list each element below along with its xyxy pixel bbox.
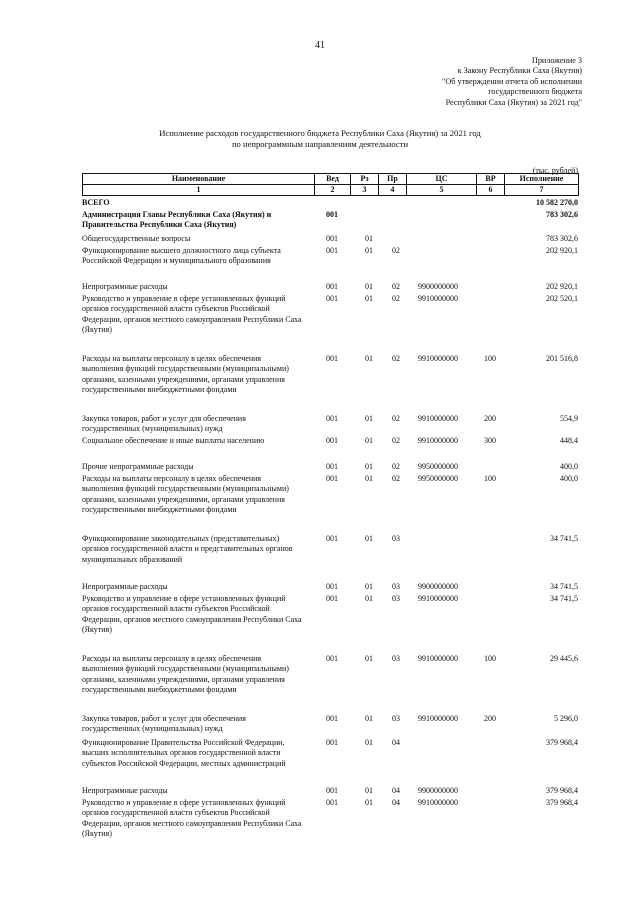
row-rz: 01 [365,246,373,255]
row-isp: 34 741,5 [550,594,578,603]
col-ved-header: Вед [315,174,351,185]
row-vr: 100 [484,654,496,663]
row-rz: 01 [365,462,373,471]
row-rz: 01 [365,594,373,603]
row-pr: 04 [392,738,400,747]
col-vr-header: ВР [477,174,505,185]
col-rz-header: Рз [351,174,379,185]
row-rz: 01 [365,414,373,423]
row-ved: 001 [326,786,338,795]
row-name: ВСЕГО [82,198,110,207]
row-ved: 001 [326,282,338,291]
row-pr: 03 [392,654,400,663]
row-isp: 202 920,1 [546,282,578,291]
row-cs: 9910000000 [418,414,458,423]
row-cs: 9910000000 [418,654,458,663]
row-name: Непрограммные расходы [82,582,168,591]
row-rz: 01 [365,234,373,243]
row-ved: 001 [326,594,338,603]
row-pr: 02 [392,474,400,483]
row-isp: 34 741,5 [550,582,578,591]
row-pr: 02 [392,282,400,291]
row-name: Руководство и управление в сфере установленных функций органов государственной власти субъектов Российской Федерации, органов местного самоуправления Республики Саха (Якутия) [82,294,302,335]
row-isp: 379 968,4 [546,738,578,747]
row-cs: 9900000000 [418,282,458,291]
row-cs: 9910000000 [418,594,458,603]
row-pr: 03 [392,534,400,543]
row-isp: 783 302,6 [546,234,578,243]
row-ved: 001 [326,474,338,483]
col-number: 2 [315,185,351,196]
row-isp: 400,0 [560,462,578,471]
row-rz: 01 [365,534,373,543]
row-cs: 9910000000 [418,436,458,445]
row-cs: 9910000000 [418,354,458,363]
row-cs: 9950000000 [418,462,458,471]
appendix-line: Республики Саха (Якутия) за 2021 год" [445,97,582,107]
col-pr-header: Пр [379,174,407,185]
row-isp: 201 516,8 [546,354,578,363]
row-pr: 02 [392,414,400,423]
row-name: Закупка товаров, работ и услуг для обеспечения государственных (муниципальных) нужд [82,714,246,734]
row-cs: 9950000000 [418,474,458,483]
row-isp: 400,0 [560,474,578,483]
row-pr: 03 [392,594,400,603]
row-cs: 9910000000 [418,798,458,807]
row-rz: 01 [365,582,373,591]
row-rz: 01 [365,786,373,795]
row-isp: 10 582 270,0 [536,198,578,207]
appendix-line: "Об утверждении отчета об исполнении [442,76,582,86]
appendix-line: государственного бюджета [488,87,582,97]
col-number: 1 [83,185,315,196]
row-vr: 200 [484,714,496,723]
header-row [83,174,579,185]
row-pr: 02 [392,294,400,303]
row-isp: 202 920,1 [546,246,578,255]
row-name: Прочие непрограммные расходы [82,462,194,471]
title-line: по непрограммным направлениям деятельности [231,139,409,149]
units-label: (тыс. рублей) [532,166,578,175]
row-pr: 02 [392,462,400,471]
col-number: 3 [351,185,379,196]
row-name: Функционирование Правительства Российской Федерации, высших исполнительных органов государственной власти субъектов Российской Федерации, местных администраций [82,738,286,768]
title-line: Исполнение расходов государственного бюджета Республики Саха (Якутия) за 2021 год [159,128,481,138]
row-cs: 9900000000 [418,786,458,795]
row-ved: 001 [326,462,338,471]
row-isp: 554,9 [560,414,578,423]
row-ved: 001 [326,738,338,747]
row-vr: 300 [484,436,496,445]
row-isp: 379 968,4 [546,798,578,807]
table-header [82,173,579,196]
row-cs: 9910000000 [418,294,458,303]
row-isp: 34 741,5 [550,534,578,543]
row-ved: 001 [326,798,338,807]
document-title [60,128,580,150]
row-rz: 01 [365,294,373,303]
row-rz: 01 [365,714,373,723]
col-number: 4 [379,185,407,196]
row-cs: 9900000000 [418,582,458,591]
row-pr: 04 [392,798,400,807]
appendix-line: к Закону Республики Саха (Якутия) [457,66,582,76]
row-ved: 001 [326,654,338,663]
row-name: Общегосударственные вопросы [82,234,191,243]
row-ved: 001 [326,714,338,723]
col-isp-header: Исполнение [505,174,579,185]
row-ved: 001 [326,234,338,243]
row-vr: 100 [484,354,496,363]
page-number: 41 [315,40,325,51]
row-cs: 9910000000 [418,714,458,723]
row-ved: 001 [326,294,338,303]
row-name: Функционирование законодательных (представительных) органов государственной власти и представительных органов муниципальных образований [82,534,293,564]
row-isp: 202 520,1 [546,294,578,303]
row-name: Непрограммные расходы [82,786,168,795]
row-pr: 02 [392,354,400,363]
row-rz: 01 [365,474,373,483]
header-number-row [83,185,579,196]
col-number: 6 [477,185,505,196]
row-pr: 02 [392,246,400,255]
row-name: Руководство и управление в сфере установленных функций органов государственной власти субъектов Российской Федерации, органов местного самоуправления Республики Саха (Якутия) [82,798,302,839]
row-isp: 5 296,0 [554,714,578,723]
row-isp: 783 302,6 [546,210,578,219]
col-number: 5 [407,185,477,196]
appendix-line: Приложение 3 [531,56,582,65]
row-ved: 001 [326,246,338,255]
row-isp: 379 968,4 [546,786,578,795]
row-ved: 001 [326,354,338,363]
row-ved: 001 [326,414,338,423]
row-name: Расходы на выплаты персоналу в целях обеспечения выполнения функций государственными (муниципальными) органами, казенными учреждениями, органами управления государственными внебюджетными фондами [82,474,289,515]
row-name: Социальное обеспечение и иные выплаты населению [82,436,265,445]
row-rz: 01 [365,654,373,663]
row-ved: 001 [326,210,338,219]
row-name: Администрация Главы Республики Саха (Якутия) и Правительства Республики Саха (Якутия) [82,210,272,230]
row-ved: 001 [326,534,338,543]
row-name: Руководство и управление в сфере установленных функций органов государственной власти субъектов Российской Федерации, органов местного самоуправления Республики Саха (Якутия) [82,594,302,635]
row-pr: 03 [392,582,400,591]
appendix-note [442,56,582,108]
row-name: Непрограммные расходы [82,282,168,291]
row-name: Расходы на выплаты персоналу в целях обеспечения выполнения функций государственными (муниципальными) органами, казенными учреждениями, органами управления государственными внебюджетными фондами [82,654,289,695]
row-name: Закупка товаров, работ и услуг для обеспечения государственных (муниципальных) нужд [82,414,246,434]
row-name: Расходы на выплаты персоналу в целях обеспечения выполнения функций государственными (муниципальными) органами, казенными учреждениями, органами управления государственными внебюджетными фондами [82,354,289,395]
row-isp: 448,4 [560,436,578,445]
row-rz: 01 [365,436,373,445]
row-ved: 001 [326,582,338,591]
row-vr: 200 [484,414,496,423]
row-pr: 04 [392,786,400,795]
row-isp: 29 445,6 [550,654,578,663]
row-ved: 001 [326,436,338,445]
row-rz: 01 [365,354,373,363]
row-pr: 03 [392,714,400,723]
row-rz: 01 [365,798,373,807]
col-number: 7 [505,185,579,196]
row-name: Функционирование высшего должностного лица субъекта Российской Федерации и муниципального образования [82,246,281,266]
row-vr: 100 [484,474,496,483]
col-name-header: Наименование [83,174,315,185]
row-pr: 02 [392,436,400,445]
col-cs-header: ЦС [407,174,477,185]
row-rz: 01 [365,738,373,747]
row-rz: 01 [365,282,373,291]
